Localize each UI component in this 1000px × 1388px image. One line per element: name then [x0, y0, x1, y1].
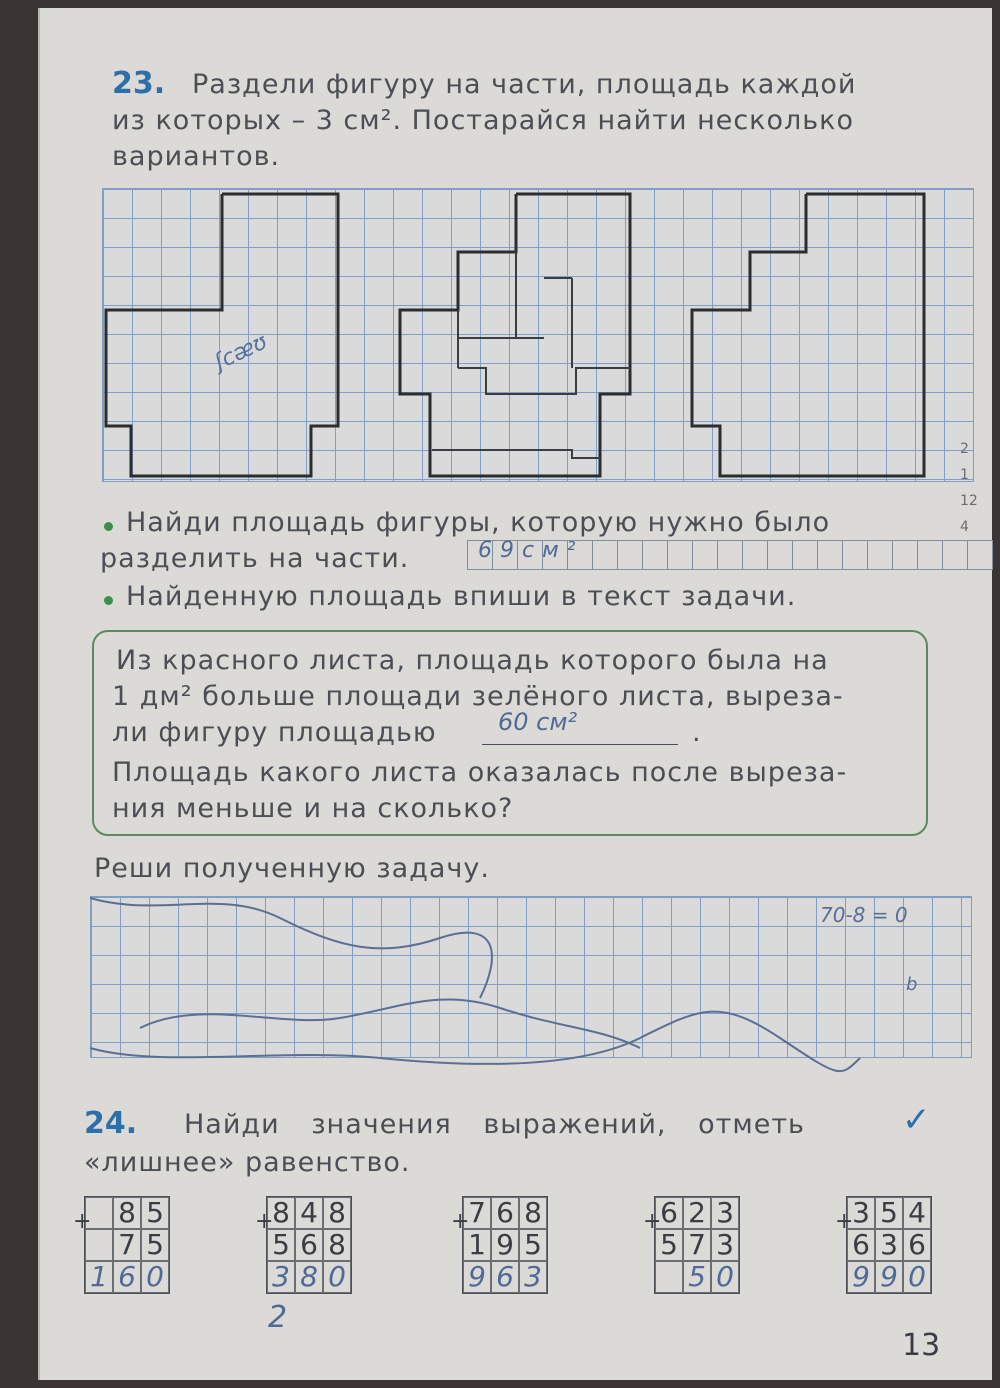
plus-sign-icon: + — [255, 1209, 274, 1234]
task-23-line-2: из которых – 3 см². Постарайся найти несколько — [112, 105, 855, 136]
bullet-1-line-2: разделить на части. — [100, 543, 410, 574]
bullet-2-text: Найденную площадь впиши в текст задачи. — [126, 581, 797, 612]
calc-digit: 5 — [655, 1229, 683, 1261]
check-mark-icon: ✓ — [902, 1100, 931, 1140]
calc-digit: 6 — [655, 1197, 683, 1229]
plus-sign-icon: + — [73, 1209, 92, 1234]
calc-digit: 7 — [683, 1229, 711, 1261]
calc-digit: 5 — [267, 1229, 295, 1261]
calc-block-4[interactable] — [643, 1196, 740, 1294]
problem-line-4: Площадь какого листа оказалась после выреза- — [112, 757, 848, 788]
area-answer-handwritten: 69см² — [478, 538, 584, 563]
calc-digit: 3 — [711, 1229, 739, 1261]
task-24-line-2: «лишнее» равенство. — [84, 1147, 411, 1178]
task-23-number: 23. — [112, 66, 166, 101]
calc-block-2[interactable] — [255, 1196, 352, 1294]
calc-digit: 2 — [683, 1197, 711, 1229]
calc-digit[interactable]: 0 — [141, 1261, 169, 1293]
bullet-1-line-1: Найди площадь фигуры, которую нужно было — [126, 507, 831, 538]
figures-outlines — [102, 188, 972, 480]
calc-digit: 4 — [903, 1197, 931, 1229]
calc-digit[interactable]: 3 — [519, 1261, 547, 1293]
workbook-page — [38, 8, 992, 1380]
bullet-2-icon — [104, 596, 113, 605]
calc-carry-note: 2 — [268, 1300, 288, 1335]
problem-line-2: 1 дм² больше площади зелёного листа, выреза- — [112, 681, 844, 712]
calc-digit: 1 — [463, 1229, 491, 1261]
page-number: 13 — [902, 1328, 941, 1363]
plus-sign-icon: + — [835, 1209, 854, 1234]
calc-digit: 5 — [141, 1197, 169, 1229]
figure-3-outline — [692, 194, 924, 476]
problem-line-3-end: . — [692, 717, 702, 748]
bullet-1-icon — [104, 522, 113, 531]
calc-digit: 5 — [875, 1197, 903, 1229]
calc-digit: 6 — [491, 1197, 519, 1229]
calc-digit[interactable]: 8 — [295, 1261, 323, 1293]
figure-1-outline — [106, 194, 338, 476]
calc-block-3[interactable] — [451, 1196, 548, 1294]
calc-digit: 5 — [519, 1229, 547, 1261]
svg-text:b: b — [906, 974, 918, 995]
task-23-line-3: вариантов. — [112, 141, 281, 172]
calc-digit: 3 — [847, 1197, 875, 1229]
calc-block-1[interactable] — [73, 1196, 170, 1294]
problem-line-3: ли фигуру площадью — [112, 717, 437, 748]
calc-digit[interactable]: 9 — [875, 1261, 903, 1293]
calc-digit: 8 — [323, 1229, 351, 1261]
calc-digit[interactable]: 5 — [683, 1261, 711, 1293]
calc-digit: 3 — [875, 1229, 903, 1261]
calc-digit: 7 — [463, 1197, 491, 1229]
svg-text:70-8 = 0: 70-8 = 0 — [820, 903, 908, 927]
calc-digit[interactable] — [655, 1261, 683, 1293]
calc-digit: 8 — [519, 1197, 547, 1229]
calc-digit[interactable]: 9 — [847, 1261, 875, 1293]
calc-digit[interactable]: 1 — [85, 1261, 113, 1293]
calc-digit: 6 — [295, 1229, 323, 1261]
calc-digit[interactable]: 3 — [267, 1261, 295, 1293]
calc-digit[interactable]: 0 — [323, 1261, 351, 1293]
margin-marks: 2 1 12 4 — [960, 441, 978, 535]
calc-digit: 8 — [113, 1197, 141, 1229]
area-fill-blank[interactable] — [482, 744, 678, 745]
figure-1-scribble: ʃcᴂʊ — [211, 329, 272, 376]
problem-line-5: ния меньше и на сколько? — [112, 793, 514, 824]
calc-digit: 3 — [711, 1197, 739, 1229]
solve-label: Реши полученную задачу. — [94, 853, 490, 884]
calc-digit[interactable]: 9 — [463, 1261, 491, 1293]
problem-line-1: Из красного листа, площадь которого была на — [116, 645, 829, 676]
calc-digit[interactable]: 0 — [903, 1261, 931, 1293]
solution-scribbles — [80, 878, 980, 1098]
area-fill-handwritten: 60 см² — [498, 708, 578, 736]
task-24-line-1: Найди значения выражений, отметь — [184, 1109, 805, 1140]
calc-digit[interactable]: 0 — [711, 1261, 739, 1293]
calc-digit[interactable]: 6 — [491, 1261, 519, 1293]
plus-sign-icon: + — [643, 1209, 662, 1234]
plus-sign-icon: + — [451, 1209, 470, 1234]
calc-digit: 7 — [113, 1229, 141, 1261]
calc-digit[interactable]: 6 — [113, 1261, 141, 1293]
calc-digit: 4 — [295, 1197, 323, 1229]
task-24-number: 24. — [84, 1106, 138, 1141]
calc-digit: 8 — [323, 1197, 351, 1229]
calc-digit: 5 — [141, 1229, 169, 1261]
calc-digit: 9 — [491, 1229, 519, 1261]
task-23-line-1: Раздели фигуру на части, площадь каждой — [192, 69, 857, 100]
calc-digit: 8 — [267, 1197, 295, 1229]
calc-digit: 6 — [903, 1229, 931, 1261]
calc-block-5[interactable] — [835, 1196, 932, 1294]
calc-digit: 6 — [847, 1229, 875, 1261]
